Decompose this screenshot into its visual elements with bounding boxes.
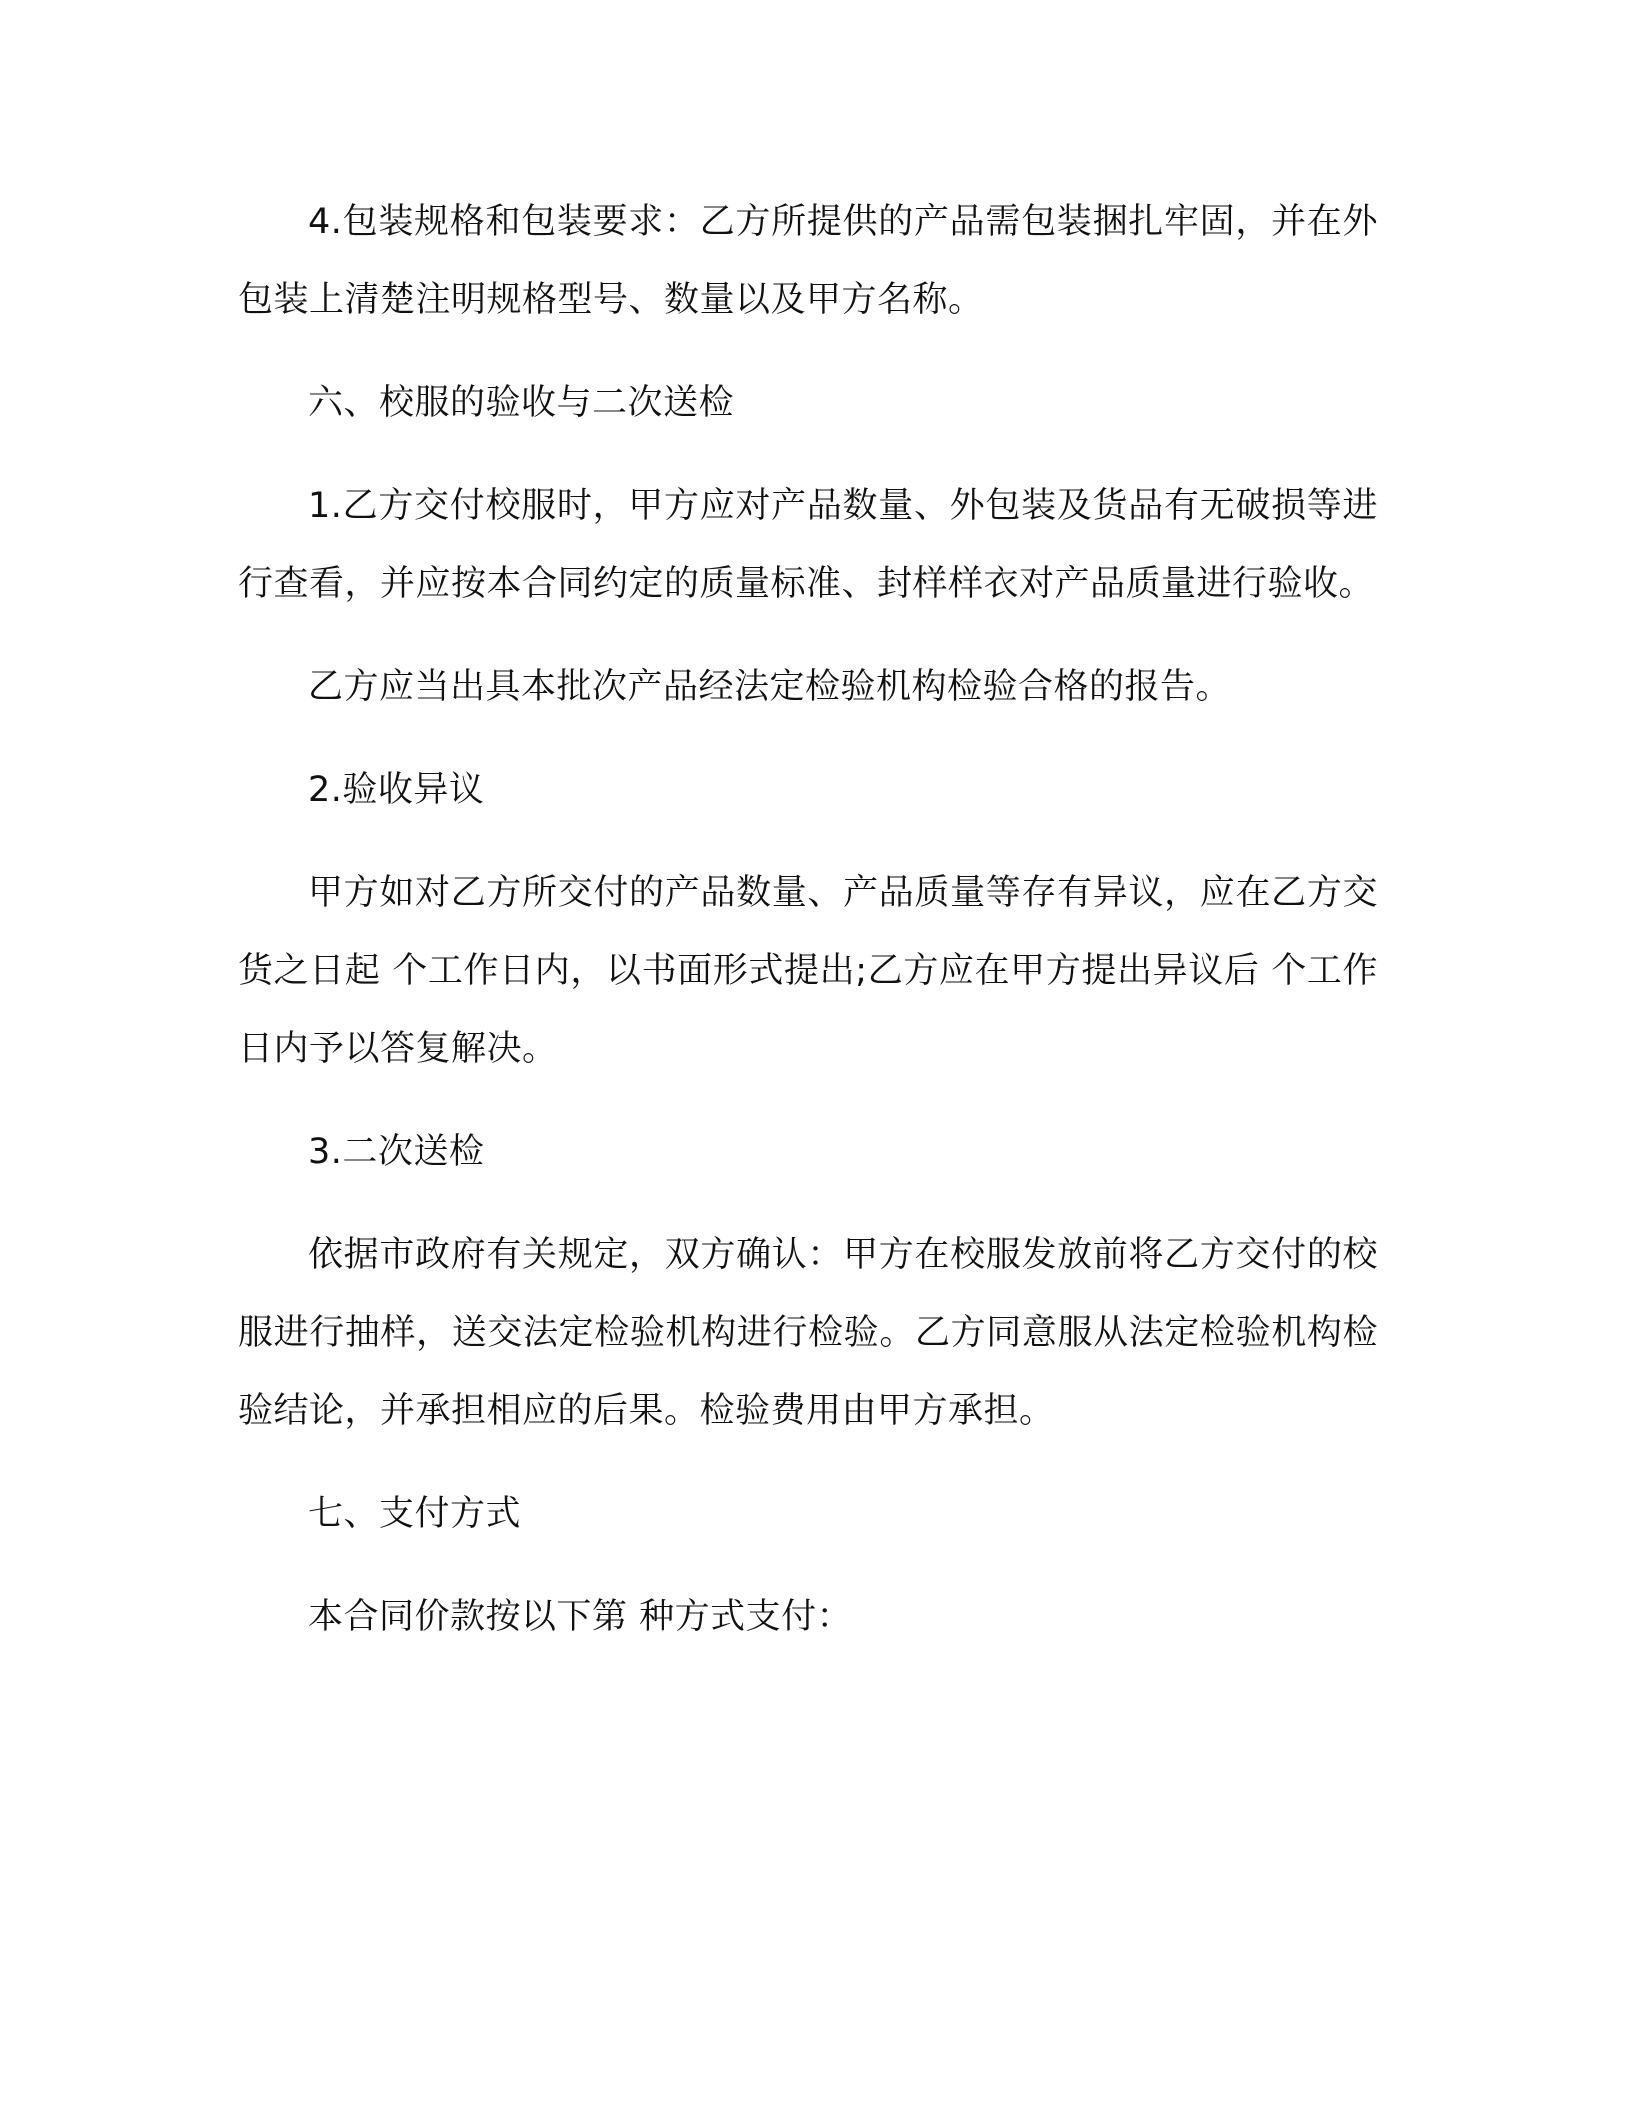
clause-payment-method: 本合同价款按以下第 种方式支付： bbox=[308, 1597, 853, 1637]
clause-inspection-report: 乙方应当出具本批次产品经法定检验机构检验合格的报告。 bbox=[308, 667, 1232, 707]
subheading-acceptance-objection: 2.验收异议 bbox=[308, 770, 485, 810]
clause-objection-procedure: 甲方如对乙方所交付的产品数量、产品质量等存有异议，应在乙方交货之日起 个工作日内，以书面形式提出;乙方应在甲方提出异议后 个工作日内予以答复解决。 bbox=[238, 873, 1378, 1069]
section-heading-payment: 七、支付方式 bbox=[308, 1494, 522, 1534]
clause-packaging-requirements: 4.包装规格和包装要求：乙方所提供的产品需包装捆扎牢固，并在外包装上清楚注明规格型号、数量以及甲方名称。 bbox=[238, 202, 1378, 320]
subheading-second-inspection: 3.二次送检 bbox=[308, 1132, 485, 1172]
section-heading-acceptance: 六、校服的验收与二次送检 bbox=[308, 383, 735, 423]
document-body bbox=[238, 183, 1378, 1656]
clause-second-inspection: 依据市政府有关规定，双方确认：甲方在校服发放前将乙方交付的校服进行抽样，送交法定检验机构进行检验。乙方同意服从法定检验机构检验结论，并承担相应的后果。检验费用由甲方承担。 bbox=[238, 1235, 1378, 1431]
clause-delivery-inspection: 1.乙方交付校服时，甲方应对产品数量、外包装及货品有无破损等进行查看，并应按本合同约定的质量标准、封样样衣对产品质量进行验收。 bbox=[238, 486, 1378, 604]
